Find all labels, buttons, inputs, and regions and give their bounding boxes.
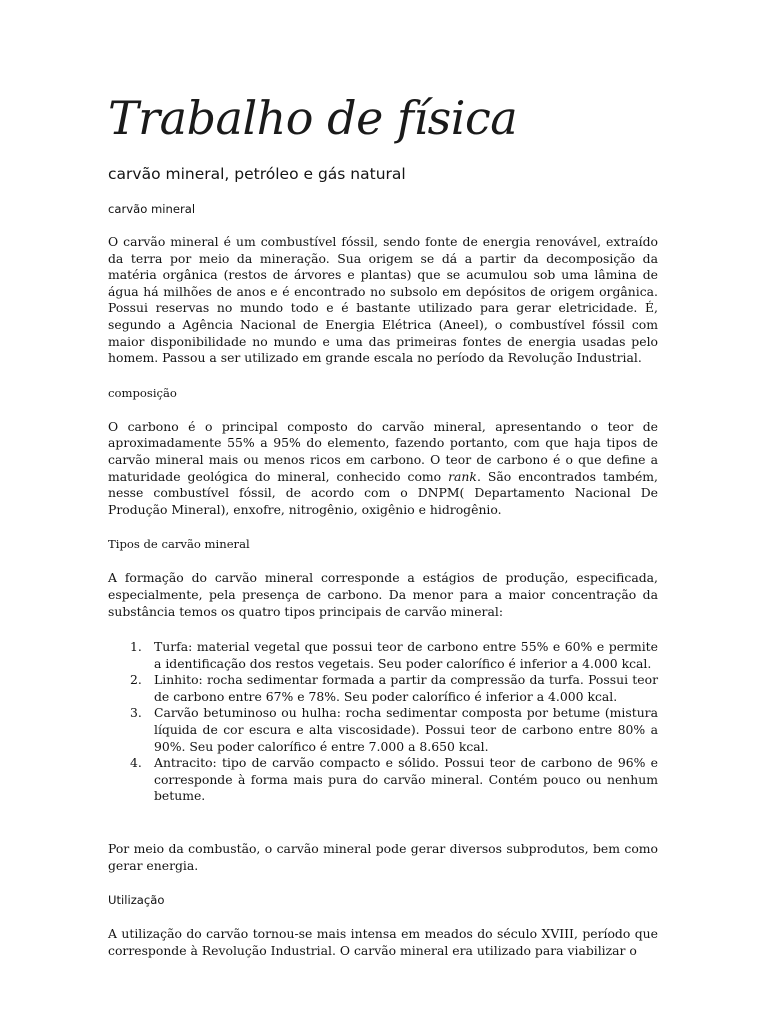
paragraph-composicao [108,419,658,519]
composicao-text-before: O carbono é o principal composto do carvão mineral, apresentando o teor de aproximadamente 55% a 95% do elemento, fazendo portanto, com que haja tipos de carvão mineral mais ou menos ricos em carbono. O teor de carbono é o que define a maturidade geológica do mineral, conhecido como [108,418,658,484]
list-number: 1. [130,639,142,655]
list-number: 2. [130,672,142,688]
section-heading-tipos: Tipos de carvão mineral [108,537,250,552]
list-item-text: Antracito: tipo de carvão compacto e sólido. Possui teor de carbono de 96% e corresponde à forma mais pura do carvão mineral. Contém pouco ou nenhum betume. [154,755,658,804]
list-item-text: Carvão betuminoso ou hulha: rocha sedimentar composta por betume (mistura líquida de cor escura e alta viscosidade). Possui teor de carbono entre 80% a 90%. Seu poder calorífico é entre 7.000 a 8.650 kcal. [154,705,658,754]
paragraph-tipos-closing: Por meio da combustão, o carvão mineral pode gerar diversos subprodutos, bem como gerar energia. [108,841,658,873]
carvao-types-list [108,639,658,805]
list-item-text: Turfa: material vegetal que possui teor de carbono entre 55% e 60% e permite a identificação dos restos vegetais. Seu poder calorífico é inferior a 4.000 kcal. [154,639,658,671]
list-number: 3. [130,705,142,721]
list-number: 4. [130,755,142,771]
composicao-text-after: . São encontrados também, nesse combustível fóssil, de acordo com o DNPM( Departamento Nacional De Produção Mineral), enxofre, nitrogênio, oxigênio e hidrogênio. [108,468,658,517]
rank-term: rank [448,468,477,484]
section-heading-utilizacao: Utilização [108,893,165,908]
section-heading-composicao: composição [108,385,177,400]
list-item-text: Linhito: rocha sedimentar formada a partir da compressão da turfa. Possui teor de carbono entre 67% e 78%. Seu poder calorífico é inferior a 4.000 kcal. [154,672,658,704]
section-heading-carvao: carvão mineral [108,202,196,216]
paragraph-carvao: O carvão mineral é um combustível fóssil, sendo fonte de energia renovável, extraído da terra por meio da mineração. Sua origem se dá a partir da decomposição da matéria orgânica (restos de árvores e plantas) que se acumulou sob uma lâmina de água há milhões de anos e é encontrado no subsolo em depósitos de origem orgânica. Possui reservas no mundo todo e é bastante utilizado para gerar eletricidade. É, segundo a Agência Nacional de Energia Elétrica (Aneel), o combustível fóssil com maior disponibilidade no mundo e uma das primeiras fontes de energia usadas pelo homem. Passou a ser utilizado em grande escala no período da Revolução Industrial. [108,234,658,366]
list-item [130,672,658,705]
document-subtitle: carvão mineral, petróleo e gás natural [108,165,406,183]
list-item [130,755,658,805]
paragraph-tipos-intro: A formação do carvão mineral corresponde a estágios de produção, especificada, especialmente, pela presença de carbono. Da menor para a maior concentração da substância temos os quatro tipos principais de carvão mineral: [108,570,658,619]
document-body [108,201,658,959]
list-item [130,639,658,672]
paragraph-utilizacao: A utilização do carvão tornou-se mais intensa em meados do século XVIII, período que corresponde à Revolução Industrial. O carvão mineral era utilizado para viabilizar o [108,926,658,958]
list-item [130,705,658,755]
document-title: Trabalho de física [108,91,518,145]
